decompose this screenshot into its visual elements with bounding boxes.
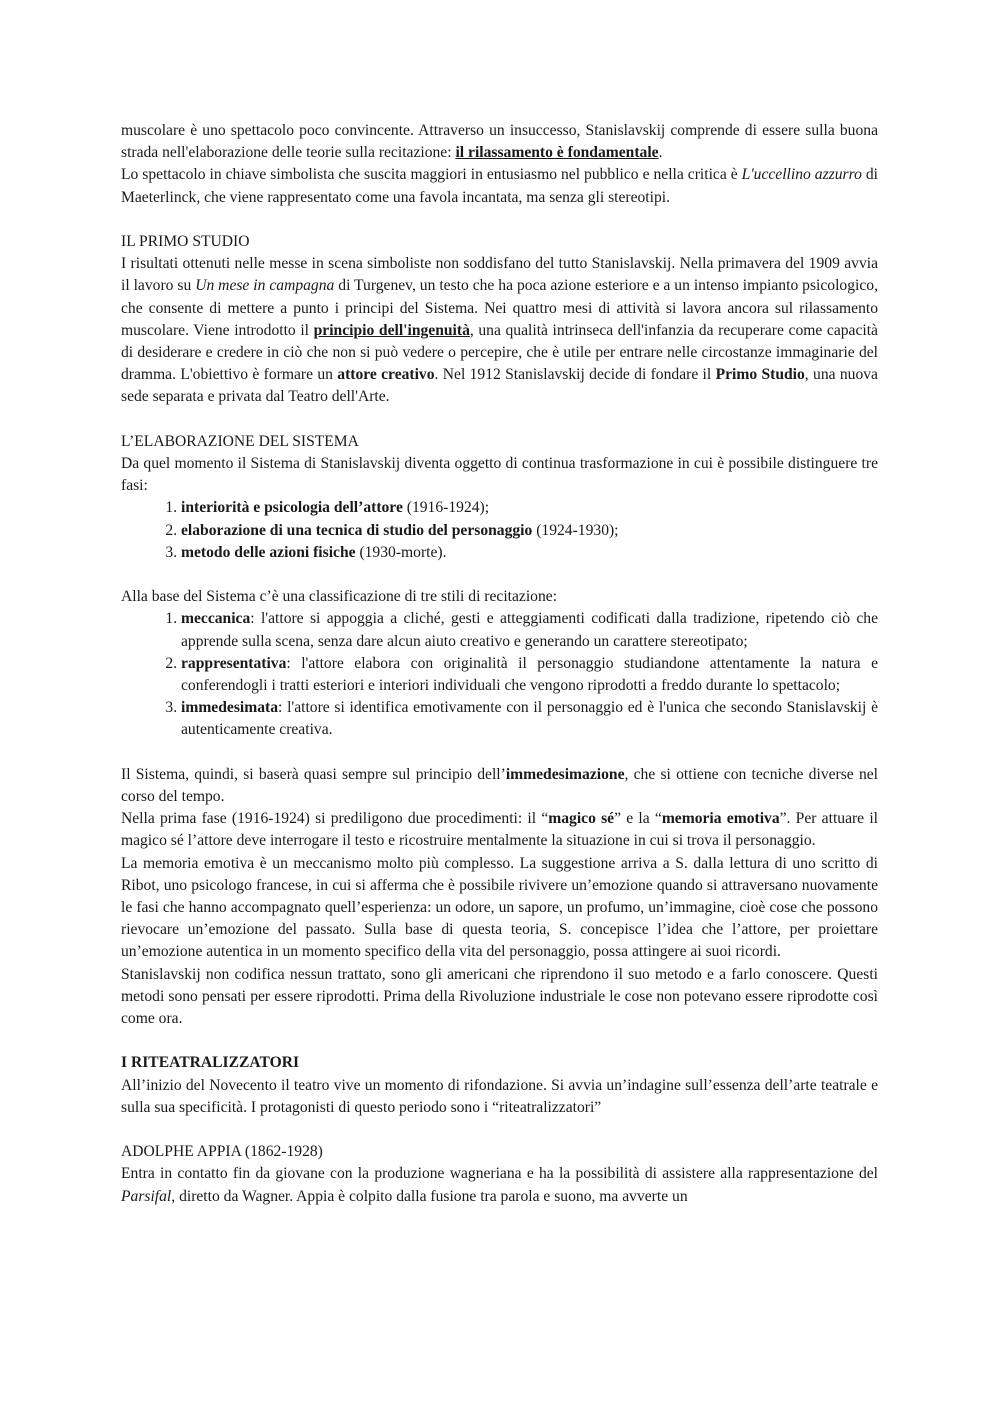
list-item: 1. meccanica: l'attore si appoggia a cliché, gesti e atteggiamenti codificati dalla tradizione, ripetendo ciò che apprende sulla scena, senza dare alcun aiuto creativo e generando un carattere stereotipato;: [181, 608, 878, 652]
paragraph-primo-studio: I risultati ottenuti nelle messe in scena simboliste non soddisfano del tutto Stanislavskij. Nella primavera del 1909 avvia il lavoro su Un mese in campagna di Turgenev, un testo che ha poca azione esteriore e a un intenso impianto psicologico, che consente di mettere a punto i principi del Sistema. Nei quattro mesi di attività si lavora ancora sul rilassamento muscolare. Viene introdotto il principio dell'ingenuità, una qualità intrinseca dell'infanzia da recuperare come capacità di desiderare e credere in ciò che non si può vedere o percepire, che è utile per entrare nelle circostanze immaginarie del dramma. L'obiettivo è formare un attore creativo. Nel 1912 Stanislavskij decide di fondare il Primo Studio, una nuova sede separata e privata dal Teatro dell'Arte.: [121, 255, 878, 406]
document-body: [121, 120, 878, 1208]
title-parsifal: Parsifal: [121, 1187, 172, 1205]
heading-appia: ADOLPHE APPIA (1862-1928): [121, 1143, 323, 1161]
title-un-mese-in-campagna: Un mese in campagna: [195, 277, 335, 295]
emphasis-immedesimazione: immedesimazione: [505, 765, 625, 783]
paragraph-elaborazione-intro: Da quel momento il Sistema di Stanislavskij diventa oggetto di continua trasformazione in cui è possibile distinguere tre fasi:: [121, 455, 878, 495]
emphasis-magico-se: magico sé: [548, 810, 615, 828]
emphasis-ingenuita: principio dell'ingenuità: [313, 321, 470, 339]
heading-riteatralizzatori: I RITEATRALIZZATORI: [121, 1054, 300, 1072]
paragraph-immedesimazione: Il Sistema, quindi, si baserà quasi sempre sul principio dell’immedesimazione, che si ottiene con tecniche diverse nel corso del tempo.: [121, 765, 878, 806]
list-item: 3. metodo delle azioni fisiche (1930-morte).: [181, 542, 878, 564]
paragraph-trattato: Stanislavskij non codifica nessun trattato, sono gli americani che riprendono il suo metodo e a farlo conoscere. Questi metodi sono pensati per essere riprodotti. Prima della Rivoluzione industriale le cose non potevano essere riprodotte così come ora.: [121, 965, 878, 1028]
list-item: 2. elaborazione di una tecnica di studio del personaggio (1924-1930);: [181, 520, 878, 542]
heading-primo-studio: IL PRIMO STUDIO: [121, 233, 250, 250]
phases-list: [121, 497, 878, 564]
emphasis-primo-studio: Primo Studio: [715, 366, 805, 384]
emphasis-rilassamento: il rilassamento è fondamentale: [455, 144, 659, 162]
heading-elaborazione: L’ELABORAZIONE DEL SISTEMA: [121, 432, 359, 450]
emphasis-attore-creativo: attore creativo: [337, 366, 435, 384]
list-item: 2. rappresentativa: l'attore elabora con originalità il personaggio studiandone attentamente la natura e conferendogli i tratti esteriori e interiori individuali che vengono riprodotti a freddo durante lo spettacolo;: [181, 653, 878, 697]
title-uccellino-azzurro: L'uccellino azzurro: [741, 166, 862, 184]
paragraph-styles-intro: Alla base del Sistema c’è una classificazione di tre stili di recitazione:: [121, 588, 558, 606]
paragraph-magico-se: Nella prima fase (1916-1924) si prediligono due procedimenti: il “magico sé” e la “memoria emotiva”. Per attuare il magico sé l’attore deve interrogare il testo e ricostruire mentalmente la situazione in cui si trova il personaggio.: [121, 810, 878, 850]
list-item: 3. immedesimata: l'attore si identifica emotivamente con il personaggio ed è l'unica che secondo Stanislavskij è autenticamente creativa.: [181, 697, 878, 741]
paragraph-riteatralizzatori: All’inizio del Novecento il teatro vive un momento di rifondazione. Si avvia un’indagine sull’essenza dell’arte teatrale e sulla sua specificità. I protagonisti di questo periodo sono i “riteatralizzatori”: [121, 1076, 878, 1116]
paragraph-rilassamento: muscolare è uno spettacolo poco convincente. Attraverso un insuccesso, Stanislavskij comprende di essere sulla buona strada nell'elaborazione delle teorie sulla recitazione: il rilassamento è fondamentale.: [121, 122, 878, 162]
emphasis-memoria-emotiva: memoria emotiva: [661, 810, 780, 828]
paragraph-memoria-emotiva: La memoria emotiva è un meccanismo molto più complesso. La suggestione arriva a S. dalla lettura di uno scritto di Ribot, uno psicologo francese, in cui si afferma che è possibile rivivere un’emozione quando si attraversano nuovamente le fasi che hanno accompagnato quell’esperienza: un odore, un sapore, un profumo, un’immagine, cioè cose che possono rievocare un’emozione del passato. Sulla base di questa teoria, S. concepisce l’idea che l’attore, per proiettare un’emozione autentica in un momento specifico della vita del personaggio, possa attingere ai suoi ricordi.: [121, 854, 878, 961]
styles-list: [121, 608, 878, 741]
paragraph-uccellino: Lo spettacolo in chiave simbolista che suscita maggiori in entusiasmo nel pubblico e nella critica è L'uccellino azzurro di Maeterlinck, che viene rappresentato come una favola incantata, ma senza gli stereotipi.: [121, 166, 878, 206]
paragraph-appia: Entra in contatto fin da giovane con la produzione wagneriana e ha la possibilità di assistere alla rappresentazione del Parsifal, diretto da Wagner. Appia è colpito dalla fusione tra parola e suono, ma avverte un: [121, 1165, 878, 1205]
list-item: 1. interiorità e psicologia dell’attore (1916-1924);: [181, 497, 878, 519]
